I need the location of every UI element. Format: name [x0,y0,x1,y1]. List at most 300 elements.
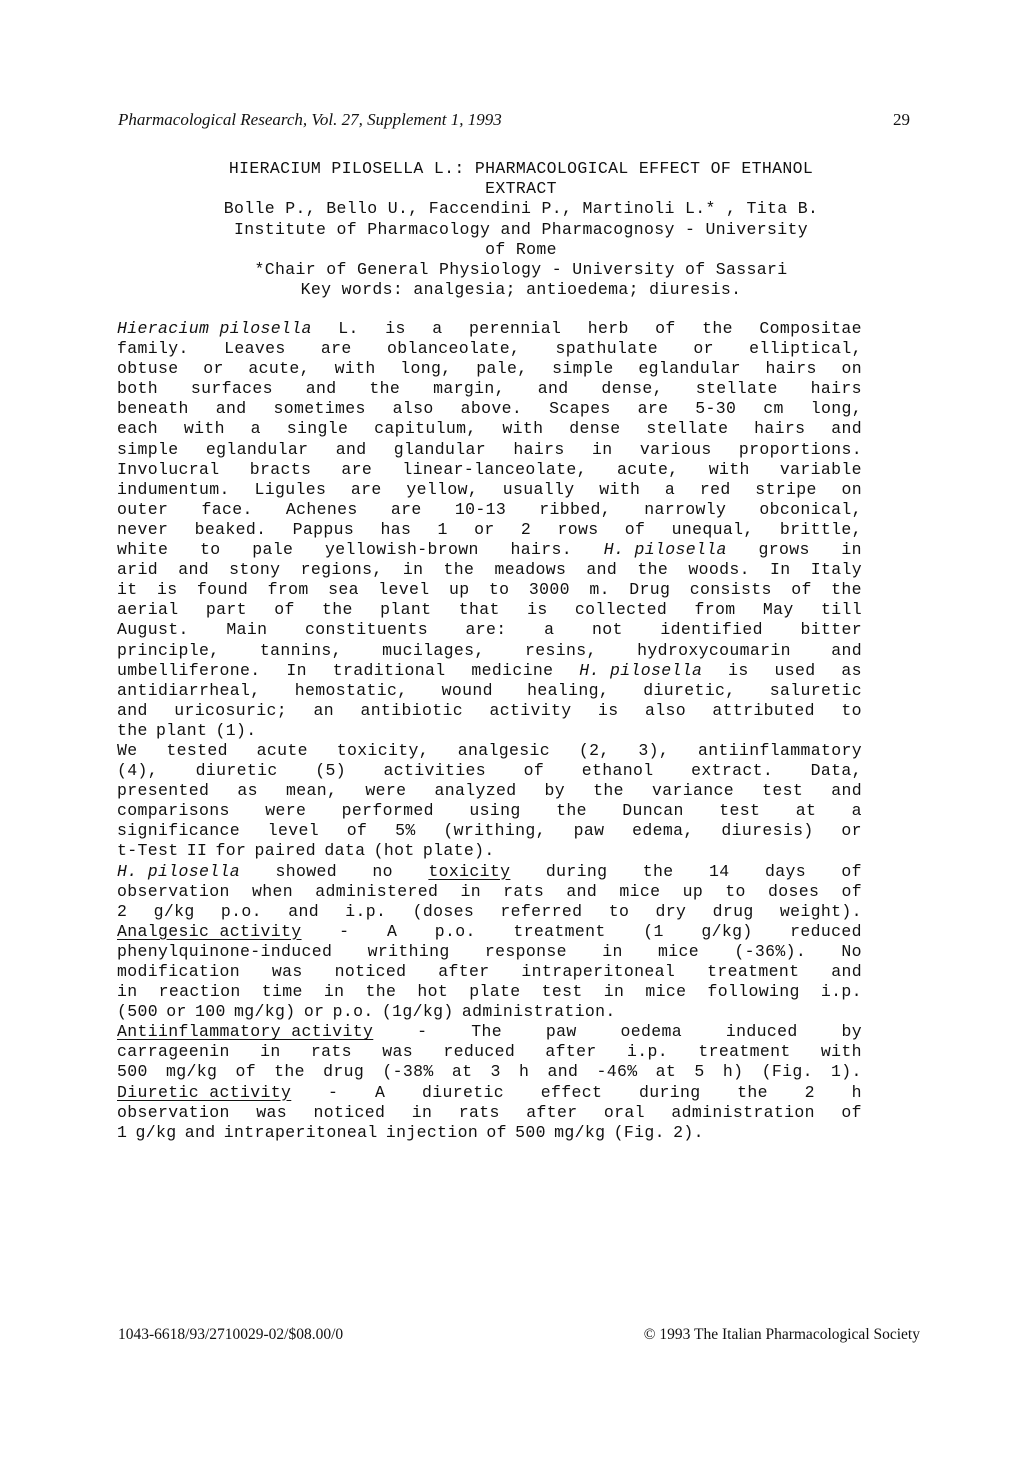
body-word: narrowly [644,499,727,519]
body-word: surfaces [190,379,273,399]
body-word: (Fig. [761,1062,813,1082]
body-word: and [288,901,319,921]
body-word: of [624,519,646,539]
body-word: during [545,861,608,881]
body-word: bitter [800,620,862,640]
body-word: regions, [300,560,383,580]
body-word: aerial [117,600,179,620]
body-word: writhing [367,941,450,961]
body-word: are [341,459,373,479]
body-word: Leaves [224,339,286,359]
body-word: grows [758,540,810,560]
body-word: Data, [810,761,862,781]
body-word: diuretic [195,761,278,781]
body-word: administration. [461,1002,616,1022]
body-word: at [795,801,817,821]
body-word: after [526,1102,578,1122]
body-word: acute [256,740,308,760]
body-word: 5% [395,821,416,841]
body-word: face. [201,499,253,519]
body-word: Drug [629,580,671,600]
body-line [117,862,862,882]
body-word: simple [117,439,179,459]
body-word: 10-13 [454,499,507,519]
body-word: also [644,700,686,720]
body-word: spathulate [555,339,659,359]
body-word: acute, [617,459,679,479]
body-word: treatment [698,1042,791,1062]
body-line [117,781,862,801]
body-word: and [831,781,862,801]
body-word: also [392,399,434,419]
body-word: hairs [765,359,817,379]
body-line [117,580,862,600]
body-word: of [274,600,295,620]
body-word: antidiarrheal, [117,680,261,700]
body-word: is [728,660,749,680]
body-word: and [831,962,862,981]
body-word: significance [117,821,241,841]
secondary-affiliation: *Chair of General Physiology - University of Sassari [254,260,788,280]
body-word: the [443,560,475,580]
body-word: acute, [248,359,310,379]
body-word: i.p. [626,1042,668,1062]
body-word: rats [458,1102,500,1122]
body-word: perennial [468,319,562,338]
body-word: modification [117,962,241,981]
body-word: are: [465,620,507,640]
body-word: after [545,1042,597,1062]
body-line [117,801,862,821]
body-word: elliptical, [749,339,862,359]
body-line [117,419,862,439]
body-word: a [544,620,555,640]
body-word: in [603,982,625,1002]
body-word: at [451,1062,473,1082]
body-word: (doses [412,901,475,921]
body-word: has [380,519,412,539]
body-word: above. [460,399,523,419]
body-word: during [638,1082,701,1102]
body-word: to [725,881,746,901]
body-word: (1g/kg) [381,1002,454,1022]
body-line [117,982,862,1002]
body-word: The [471,1022,503,1042]
body-word: noticed [334,962,407,981]
body-word: traditional [332,660,446,680]
body-word: Achenes [285,499,358,519]
body-word: - [339,921,350,941]
body-word: part [205,600,247,620]
body-word: are [350,479,382,499]
body-word: in [602,941,623,961]
body-word: p.o. [332,1002,374,1022]
body-word: a [250,419,261,439]
body-word: of [841,1102,862,1122]
body-word: and [831,640,862,660]
body-word: comparisons [117,801,230,821]
body-word: at [655,1062,677,1082]
body-word: plate [469,982,521,1002]
body-word: in [323,982,345,1002]
body-word: the [274,1062,305,1082]
body-word: not [591,620,623,640]
body-word: 100 [195,1002,226,1022]
body-word: stony [229,560,281,580]
body-word: hairs [754,419,806,439]
body-word: level [267,821,320,841]
body-word: red [699,479,731,499]
body-word: simple [552,359,614,379]
body-word: (Fig. [613,1122,665,1142]
body-word: after [438,962,490,981]
body-word: is [527,600,548,620]
body-line [117,882,862,902]
body-word: 3000 [528,580,570,600]
species-name: H. pilosella [579,660,703,680]
body-word: rows [557,519,599,539]
body-word: was [256,1102,288,1122]
body-word: hairs [513,439,565,459]
body-word: intraperitoneal [223,1122,378,1142]
body-word: data [324,841,366,861]
body-word: administered [315,881,439,901]
body-line [117,1042,862,1062]
body-word: analgesic [457,740,551,760]
body-word: hairs. [510,540,572,560]
body-word: wound [441,680,493,700]
body-word: h [851,1082,862,1102]
article-title-line-1: HIERACIUM PILOSELLA L.: PHARMACOLOGICAL EFFECT OF ETHANOL [228,159,814,178]
body-word: i.p. [820,982,862,1002]
section-heading-term: Antiinflammatory activity [117,1022,374,1042]
body-word: healing, [527,680,610,700]
body-word: ribbed, [539,499,612,519]
body-line [117,339,862,359]
body-word: Duncan [622,801,684,821]
body-word: (1). [215,720,257,740]
body-word: by [544,781,566,801]
body-line [117,641,862,661]
body-word: with [334,359,376,379]
body-word: to [608,901,630,921]
body-word: usually [502,479,575,499]
affiliation-line-1: Institute of Pharmacology and Pharmacognosy - University [233,219,809,239]
body-word: mg/kg [165,1062,218,1082]
body-word: (-38% [382,1062,434,1082]
body-word: activities [383,761,487,781]
body-word: Pappus [292,519,355,539]
body-word: eglandular [638,359,741,379]
body-word: a [432,319,443,338]
body-word: linear-lanceolate, [402,459,587,479]
body-word: margin, [433,379,505,399]
body-word: are [637,399,669,419]
body-word: paw [545,1022,577,1042]
body-word: beneath [117,399,189,419]
body-word: drug [712,901,754,921]
body-word: resins, [525,640,597,660]
body-word: (4), [117,761,159,781]
body-word: outer [117,499,169,519]
body-word: or [166,1002,187,1022]
body-word: were [265,801,307,821]
body-word: bracts [249,459,312,479]
body-word: long, [810,399,862,419]
body-word: obtuse [117,359,179,379]
body-word: in [260,1042,281,1062]
body-word: h [519,1062,530,1082]
body-word: Compositae [759,319,862,338]
body-word: hemostatic, [294,680,408,700]
body-word: mucilages, [382,640,485,660]
body-word: used [774,660,816,680]
body-word: the [593,781,624,801]
body-word: 3 [490,1062,501,1082]
body-word: -46% [596,1062,638,1082]
body-line [117,1022,862,1042]
body-word: L. [338,319,359,338]
body-word: in [411,1102,433,1122]
body-word: the [365,982,397,1002]
body-word: stripe [755,479,817,499]
body-word: and [586,560,618,580]
page-footer [118,1326,920,1348]
body-line [117,620,862,640]
body-word: 1 [437,519,448,539]
body-word: presented [117,781,210,801]
body-word: treatment [513,921,606,941]
body-word: was [382,1042,414,1062]
body-word: the [556,801,587,821]
body-word: and [335,439,367,459]
body-word: or [303,1002,325,1022]
body-word: the [637,560,669,580]
body-word: response [484,941,567,961]
species-name: H. pilosella [603,540,727,560]
body-word: 3), [638,740,670,760]
body-word: paw [573,821,605,841]
body-word: the [642,861,674,881]
body-word: sometimes [273,399,366,419]
body-line [117,1123,862,1143]
body-word: both [117,379,159,399]
body-word: A [374,1082,386,1102]
body-word: medicine [471,660,554,680]
body-word: each [117,419,159,439]
body-word: level [378,580,430,600]
body-word: 2 [520,519,532,539]
body-line [117,460,862,480]
body-word: t-Test [117,841,179,861]
body-word: to [841,700,862,720]
body-word: unequal, [671,519,754,539]
page-number: 29 [893,110,910,129]
body-word: plant [156,720,208,740]
body-word: referred [500,901,583,921]
body-word: observation [117,1102,230,1122]
species-name: Hieracium pilosella [117,319,312,338]
body-word: In [286,660,307,680]
body-word: up [448,580,470,600]
body-word: family. [117,339,189,359]
body-line [117,560,862,580]
body-word: test [762,781,804,801]
body-word: or [474,519,495,539]
body-word: dense [569,419,621,439]
body-word: it [117,580,138,600]
body-word: with [820,1042,862,1062]
issn-code: 1043-6618/93/2710029-02/$08.00/0 [118,1326,344,1343]
body-line [117,359,862,379]
body-word: - [328,1082,339,1102]
body-word: diuresis) [721,821,814,841]
body-word: meadows [494,560,567,580]
body-word: with [599,479,641,499]
body-word: cm [763,399,784,419]
body-word: up [682,881,704,901]
body-word: time [261,982,303,1002]
body-word: Ligules [254,479,327,499]
body-word: paired [254,841,317,861]
body-word: plant [380,600,432,620]
body-word: phenylquinone-induced [117,941,333,961]
body-word: a [664,479,676,499]
body-line [117,500,862,520]
body-word: reduced [790,921,862,941]
body-word: days [764,861,806,881]
body-word: is [385,319,406,338]
body-word: arid [117,560,159,580]
body-word: hot [417,982,449,1002]
body-word: (writhing, [443,821,546,841]
body-word: August. [117,620,189,640]
body-word: woods. [688,560,750,580]
body-line [117,942,862,962]
keywords: Key words: analgesia; antioedema; diuresis. [300,280,742,300]
body-word: and [184,1122,216,1142]
body-line [117,922,862,942]
body-word: test [541,982,583,1002]
body-word: in [402,560,424,580]
body-word: Italy [810,560,862,580]
body-line [117,1062,862,1082]
body-word: edema, [632,821,694,841]
body-word: p.o. [220,901,262,921]
body-word: never [117,519,169,539]
body-word: an [313,700,334,720]
body-word: till [820,600,862,620]
body-word: Scapes [549,399,611,419]
body-word: mean, [285,781,338,801]
running-head [118,110,910,136]
body-line [117,520,862,540]
body-word: Main [226,620,268,640]
body-word: indumentum. [117,479,230,499]
body-word: by [841,1022,862,1042]
body-word: pale [252,540,294,560]
abstract-body [117,319,862,1143]
body-word: the [737,1082,768,1102]
body-word: and [117,700,148,720]
body-word: extract. [691,761,774,781]
body-word: were [365,781,407,801]
body-word: principle, [117,640,220,660]
body-word: are [390,499,422,519]
body-word: 5 [694,1062,705,1082]
body-line [117,721,862,741]
body-word: treatment [707,962,800,981]
body-word: when [251,881,293,901]
body-word: attributed [712,700,815,720]
article-title-line-2: EXTRACT [485,179,557,199]
body-word: with [183,419,225,439]
body-line [117,761,862,781]
body-word: from [267,580,309,600]
body-word: h) [722,1062,744,1082]
body-word: oedema [620,1022,682,1042]
body-word: various [639,439,712,459]
body-word: 1 [117,1122,128,1142]
body-word: (5) [315,761,346,781]
body-word: effect [540,1082,603,1102]
body-line [117,661,862,681]
body-word: oral [603,1102,645,1122]
body-word: 2). [673,1122,704,1142]
species-name: H. pilosella [117,861,241,881]
body-word: variance [652,781,735,801]
body-word: of [486,1122,507,1142]
body-line [117,1083,862,1103]
body-word: of [841,881,862,901]
body-word: yellow, [406,479,479,499]
body-word: is [156,580,178,600]
body-word: of [523,761,545,781]
body-word: white [117,540,169,560]
body-word: identified [660,620,763,640]
body-line [117,821,862,841]
body-word: injection [385,1122,479,1142]
author-list: Bolle P., Bello U., Faccendini P., Martinoli L.* , Tita B. [223,199,819,219]
body-word: mice [619,881,661,901]
body-word: ethanol [581,761,654,781]
body-word: carrageenin [117,1042,230,1062]
body-line [117,600,862,620]
body-word: in [841,540,862,560]
body-word: and [537,379,569,399]
body-word: diuretic, [643,680,736,700]
body-word: rats [310,1042,352,1062]
body-word: collected [574,600,668,620]
body-word: test [719,801,761,821]
body-line [117,962,862,982]
body-word: or [693,339,714,359]
body-word: variable [779,459,862,479]
section-heading-term: Analgesic activity [117,921,302,941]
body-word: the [117,720,148,740]
affiliation-line-2: of Rome [485,239,557,259]
body-word: beaked. [194,519,267,539]
body-word: capitulum, [374,419,477,439]
body-word: weight). [779,901,862,921]
body-word: tested [166,740,228,760]
body-word: of [235,1062,256,1082]
body-word: plate). [422,841,495,861]
body-word: activity [489,700,572,720]
body-word: a [851,801,862,821]
body-line [117,399,862,419]
body-word: doses [768,881,820,901]
